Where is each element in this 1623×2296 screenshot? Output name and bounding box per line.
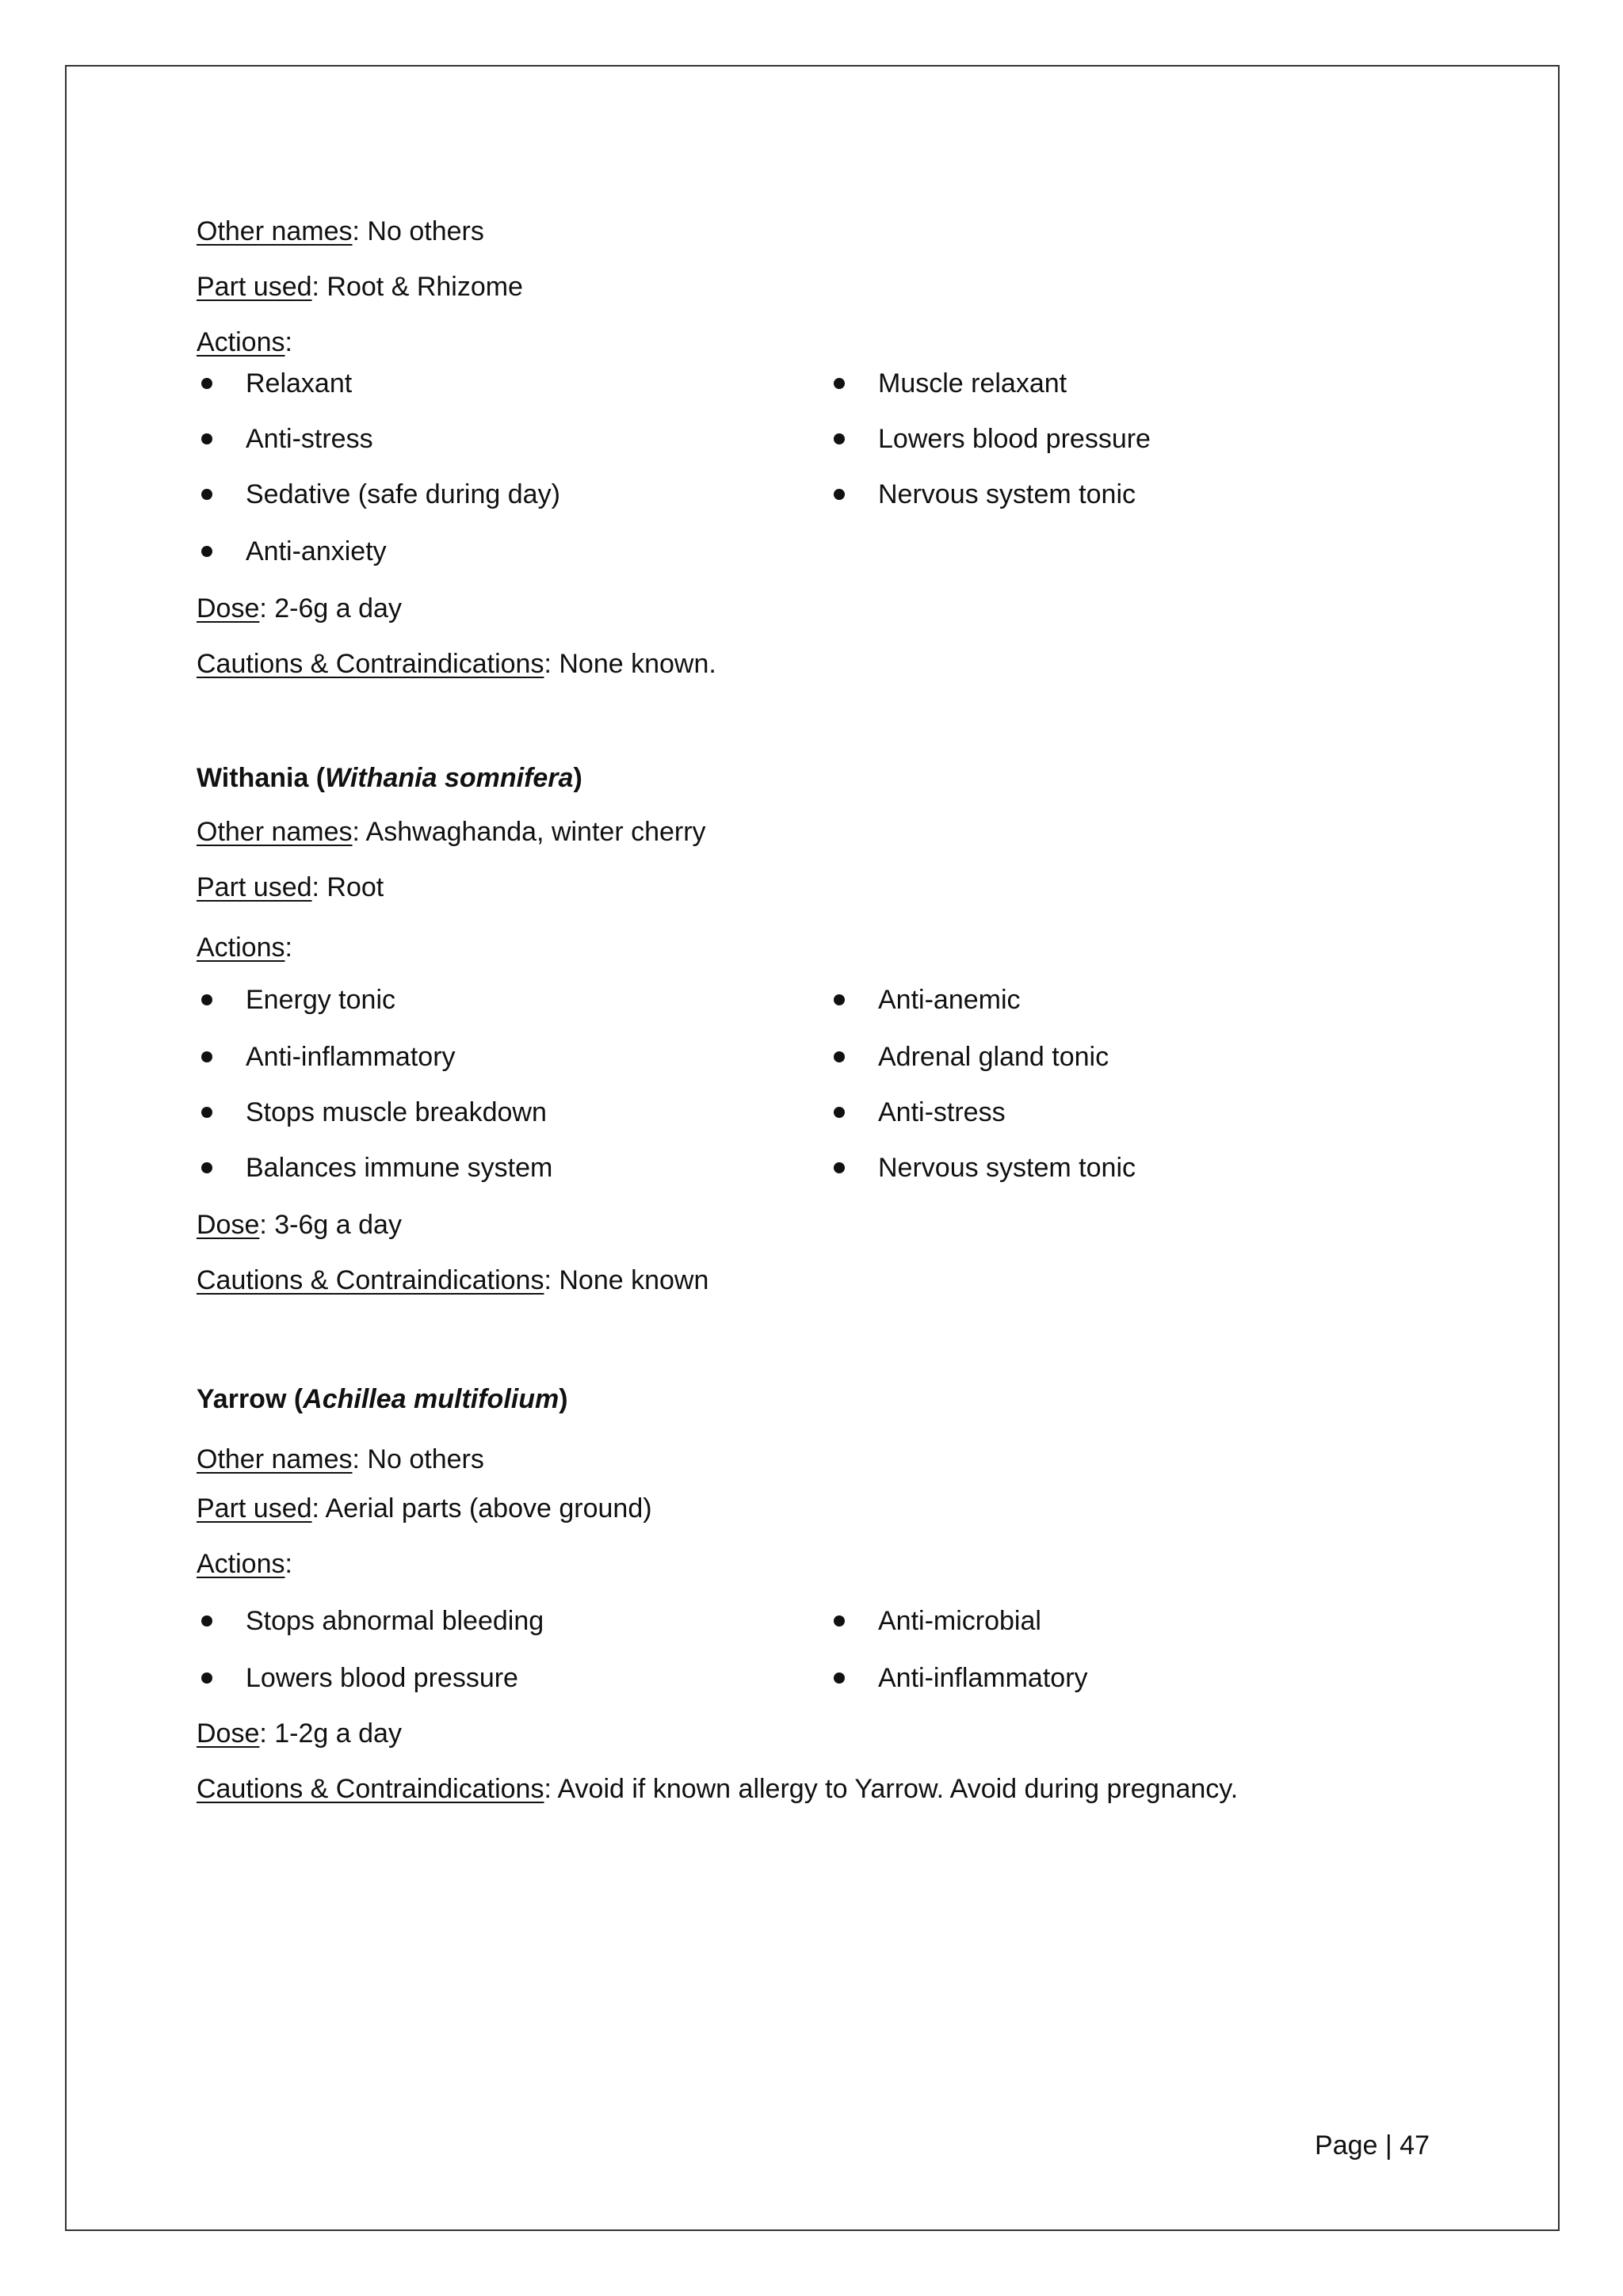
bullet-icon <box>201 1107 212 1118</box>
bullet-icon <box>834 1107 845 1118</box>
action-text: Nervous system tonic <box>878 479 1136 509</box>
part-used-label: Part used <box>197 872 312 902</box>
other-names-line <box>197 215 484 247</box>
action-text: Anti-anemic <box>878 985 1021 1015</box>
action-text: Energy tonic <box>246 985 395 1015</box>
dose-line <box>197 1718 402 1749</box>
other-names-value: : Ashwaghanda, winter cherry <box>352 817 706 847</box>
page-number: Page | 47 <box>1315 2130 1430 2161</box>
part-used-line <box>197 271 523 303</box>
bullet-icon <box>834 1672 845 1684</box>
bullet-icon <box>834 1051 845 1062</box>
action-bullet <box>197 1097 547 1128</box>
action-text: Anti-inflammatory <box>246 1042 456 1072</box>
dose-line <box>197 1209 402 1241</box>
actions-label: Actions <box>197 327 285 357</box>
bullet-icon <box>201 1615 212 1627</box>
actions-line <box>197 1548 292 1580</box>
action-text: Relaxant <box>246 368 353 399</box>
action-bullet <box>829 1662 1088 1694</box>
bullet-icon <box>201 546 212 557</box>
bullet-icon <box>834 378 845 389</box>
action-text: Anti-stress <box>878 1097 1006 1127</box>
actions-line <box>197 326 292 358</box>
dose-line <box>197 593 402 624</box>
bullet-icon <box>201 433 212 444</box>
bullet-icon <box>834 994 845 1005</box>
cautions-value: : Avoid if known allergy to Yarrow. Avoid during pregnancy. <box>544 1774 1239 1804</box>
part-used-line <box>197 1493 652 1524</box>
part-used-label: Part used <box>197 1493 312 1524</box>
dose-label: Dose <box>197 1718 260 1749</box>
action-bullet <box>829 1152 1136 1184</box>
other-names-value: : No others <box>352 216 484 246</box>
cautions-label: Cautions & Contraindications <box>197 1265 544 1295</box>
action-text: Stops muscle breakdown <box>246 1097 547 1127</box>
herb-common-name: Withania ( <box>197 763 326 793</box>
bullet-icon <box>201 1672 212 1684</box>
action-text: Balances immune system <box>246 1153 553 1183</box>
cautions-line <box>197 1264 708 1296</box>
herb-common-name: Yarrow ( <box>197 1384 304 1414</box>
herb-heading <box>197 762 582 794</box>
actions-label: Actions <box>197 933 285 963</box>
cautions-label: Cautions & Contraindications <box>197 649 544 679</box>
dose-value: : 2-6g a day <box>259 593 402 624</box>
bullet-icon <box>201 489 212 500</box>
action-text: Muscle relaxant <box>878 368 1067 399</box>
action-bullet <box>197 479 560 510</box>
action-bullet <box>829 368 1067 399</box>
actions-colon: : <box>285 1549 292 1579</box>
action-bullet <box>197 1041 456 1073</box>
bullet-icon <box>834 1615 845 1627</box>
bullet-icon <box>201 1051 212 1062</box>
cautions-value: : None known. <box>544 649 716 679</box>
action-text: Anti-anxiety <box>246 536 387 566</box>
other-names-label: Other names <box>197 817 353 847</box>
actions-line <box>197 932 292 963</box>
cautions-label: Cautions & Contraindications <box>197 1774 544 1804</box>
bullet-icon <box>201 994 212 1005</box>
dose-label: Dose <box>197 593 260 624</box>
cautions-value: : None known <box>544 1265 709 1295</box>
herb-heading-close: ) <box>559 1384 568 1414</box>
actions-colon: : <box>285 933 292 963</box>
action-bullet <box>197 1605 544 1637</box>
part-used-value: : Aerial parts (above ground) <box>311 1493 652 1524</box>
dose-label: Dose <box>197 1210 260 1240</box>
bullet-icon <box>834 433 845 444</box>
bullet-icon <box>201 1162 212 1173</box>
action-bullet <box>829 1041 1109 1073</box>
bullet-icon <box>834 489 845 500</box>
action-text: Stops abnormal bleeding <box>246 1606 544 1636</box>
action-text: Nervous system tonic <box>878 1153 1136 1183</box>
action-text: Lowers blood pressure <box>878 424 1151 454</box>
action-bullet <box>829 1605 1041 1637</box>
part-used-line <box>197 871 384 903</box>
dose-value: : 3-6g a day <box>259 1210 402 1240</box>
action-text: Adrenal gland tonic <box>878 1042 1109 1072</box>
actions-colon: : <box>285 327 292 357</box>
herb-latin-name: Withania somnifera <box>325 763 574 793</box>
action-bullet <box>197 1152 552 1184</box>
action-bullet <box>197 423 373 455</box>
cautions-line <box>197 1773 1238 1805</box>
dose-value: : 1-2g a day <box>259 1718 402 1749</box>
action-bullet <box>829 1097 1006 1128</box>
action-text: Lowers blood pressure <box>246 1663 518 1693</box>
actions-label: Actions <box>197 1549 285 1579</box>
cautions-line <box>197 648 716 680</box>
action-bullet <box>829 423 1151 455</box>
action-bullet <box>829 479 1136 510</box>
other-names-line <box>197 1444 484 1475</box>
other-names-value: : No others <box>352 1444 484 1474</box>
action-bullet <box>197 368 352 399</box>
action-text: Sedative (safe during day) <box>246 479 560 509</box>
other-names-label: Other names <box>197 216 353 246</box>
action-bullet <box>197 984 395 1016</box>
herb-latin-name: Achillea multifolium <box>303 1384 559 1414</box>
action-bullet <box>829 984 1021 1016</box>
action-text: Anti-microbial <box>878 1606 1041 1636</box>
part-used-value: : Root & Rhizome <box>311 272 523 302</box>
action-text: Anti-stress <box>246 424 373 454</box>
action-bullet <box>197 536 387 567</box>
other-names-line <box>197 816 706 848</box>
herb-heading-close: ) <box>573 763 582 793</box>
part-used-value: : Root <box>311 872 384 902</box>
bullet-icon <box>834 1162 845 1173</box>
herb-heading <box>197 1383 568 1415</box>
bullet-icon <box>201 378 212 389</box>
action-text: Anti-inflammatory <box>878 1663 1088 1693</box>
other-names-label: Other names <box>197 1444 353 1474</box>
part-used-label: Part used <box>197 272 312 302</box>
action-bullet <box>197 1662 518 1694</box>
